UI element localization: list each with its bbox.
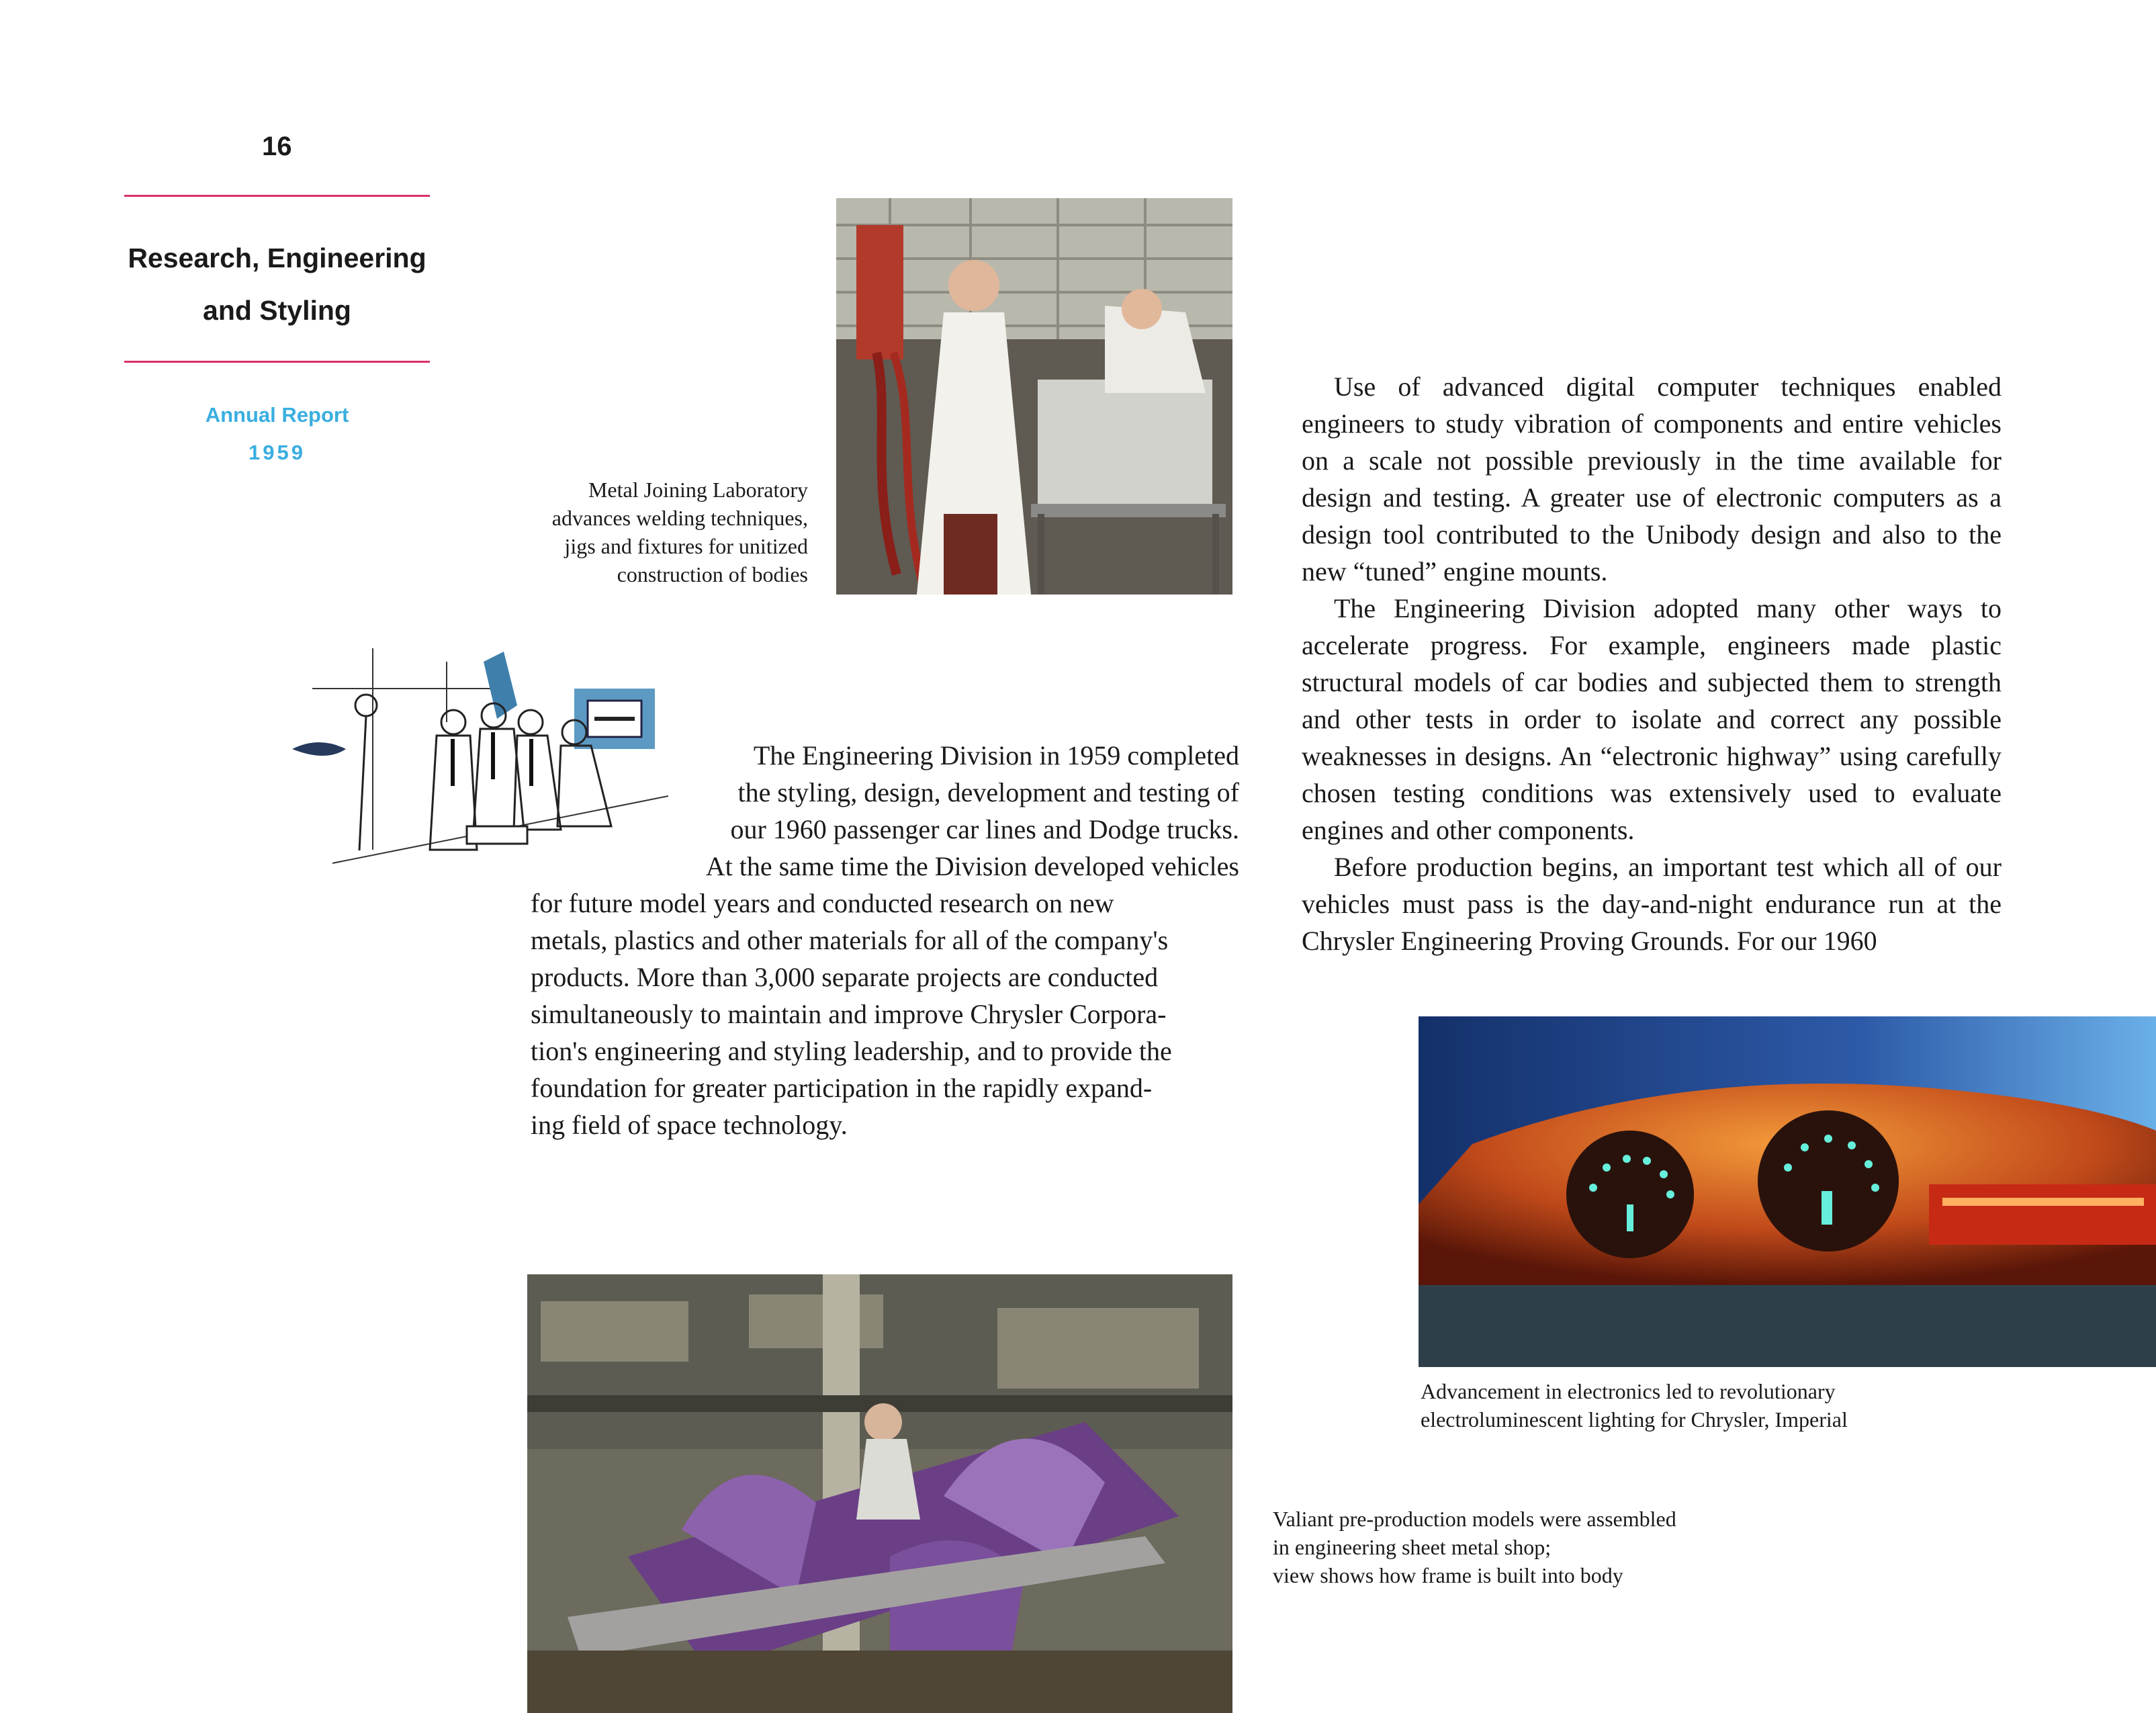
caption-line: advances welding techniques, bbox=[551, 506, 808, 530]
text-line: At the same time the Division developed vehicles bbox=[705, 851, 1239, 881]
text-line: for future model years and conducted research on new bbox=[531, 888, 1114, 918]
metal-joining-caption bbox=[470, 476, 808, 588]
text-line: metals, plastics and other materials for all of the company's bbox=[531, 925, 1169, 955]
report-year: 1959 bbox=[249, 441, 306, 464]
section-title-line2: and Styling bbox=[203, 295, 351, 326]
left-column-text bbox=[531, 737, 1239, 1143]
text-line: The Engineering Division in 1959 completed bbox=[753, 740, 1239, 771]
section-title-line1: Research, Engineering bbox=[128, 243, 426, 273]
electroluminescent-dashboard-photo bbox=[1419, 1016, 2156, 1367]
caption-line: construction of bodies bbox=[617, 562, 808, 586]
caption-line: view shows how frame is built into body bbox=[1273, 1563, 1623, 1587]
metal-joining-lab-photo bbox=[836, 198, 1232, 595]
caption-line: jigs and fixtures for unitized bbox=[564, 534, 808, 558]
report-label-text: Annual Report bbox=[205, 403, 349, 427]
caption-line: Advancement in electronics led to revolutionary bbox=[1421, 1379, 1836, 1403]
report-label bbox=[124, 396, 430, 472]
paragraph: Before production begins, an important test which all of our vehicles must pass is the day-and-night endurance run at the Chrysler Engineering Proving Grounds. For our 1960 bbox=[1302, 852, 2002, 956]
right-column-text bbox=[1302, 368, 2002, 959]
text-line: foundation for greater participation in the rapidly expand- bbox=[531, 1073, 1153, 1103]
valiant-sheet-metal-photo bbox=[527, 1274, 1232, 1713]
caption-line: electroluminescent lighting for Chrysler, Imperial bbox=[1421, 1407, 1848, 1432]
caption-line: in engineering sheet metal shop; bbox=[1273, 1535, 1552, 1559]
paragraph: The Engineering Division adopted many other ways to accelerate progress. For example, engineers made plastic structural models of car bodies and subjected them to strength and other tests in order to isolate and correct any possible weaknesses in designs. An “electronic highway” using carefully chosen testing conditions was extensively used to evaluate engines and other components. bbox=[1302, 593, 2002, 845]
page-number: 16 bbox=[262, 132, 292, 161]
bottom-divider bbox=[124, 361, 430, 363]
text-line: the styling, design, development and testing of bbox=[737, 777, 1239, 807]
caption-line: Metal Joining Laboratory bbox=[588, 478, 808, 502]
text-line: simultaneously to maintain and improve Chrysler Corpora- bbox=[531, 999, 1167, 1029]
text-line: products. More than 3,000 separate projects are conducted bbox=[531, 962, 1159, 992]
electronics-caption bbox=[1421, 1377, 2025, 1434]
text-line: tion's engineering and styling leadership, and to provide the bbox=[531, 1036, 1172, 1066]
paragraph: Use of advanced digital computer techniques enabled engineers to study vibration of components and entire vehicles on a scale not possible previously in the time available for design and testing. A greater use of electronic computers as a design tool contributed to the Unibody design and also to the new “tuned” engine mounts. bbox=[1302, 371, 2002, 586]
valiant-caption bbox=[1273, 1505, 1877, 1589]
text-line: ing field of space technology. bbox=[531, 1110, 848, 1140]
section-title bbox=[124, 232, 430, 337]
text-line: our 1960 passenger car lines and Dodge trucks. bbox=[730, 814, 1239, 844]
top-divider bbox=[124, 195, 430, 197]
caption-line: Valiant pre-production models were assembled bbox=[1273, 1507, 1676, 1531]
